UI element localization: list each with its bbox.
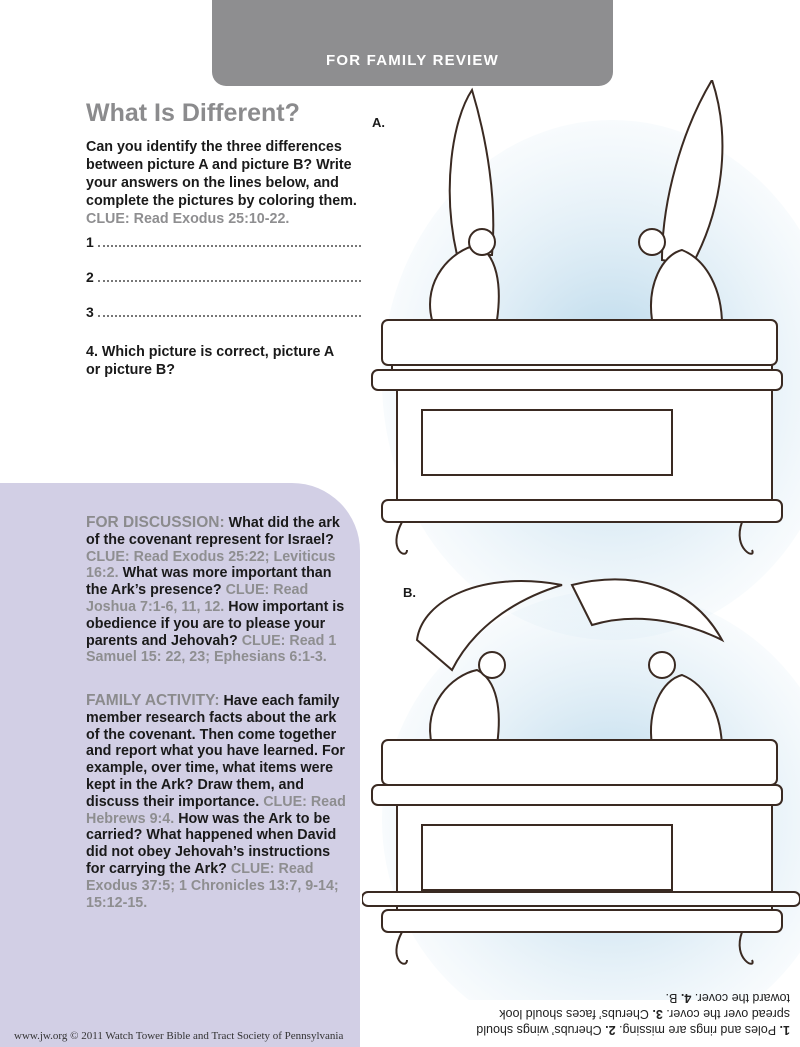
answer-line-2[interactable] <box>86 269 361 285</box>
discussion-text: What was more important than the Ark’s presence? <box>86 565 332 599</box>
discussion-clue: CLUE: Read 1 Samuel 15: 22, 23; Ephesians 6:1-3. <box>86 632 337 666</box>
ark-lid <box>382 320 777 365</box>
for-discussion <box>86 515 346 666</box>
picture-a-label: A. <box>372 115 385 130</box>
ark-foot <box>396 932 407 964</box>
discussion-clue: CLUE: Read Exodus 25:22; Leviticus 16:2. <box>86 548 336 582</box>
ark-base <box>382 500 782 522</box>
dotted-line <box>98 280 361 282</box>
intro-clue: CLUE: Read Exodus 25:10-22. <box>86 211 290 227</box>
ark-panel <box>422 410 672 475</box>
picture-b-label: B. <box>403 585 416 600</box>
activity-heading: FAMILY ACTIVITY: <box>86 692 220 709</box>
family-activity <box>86 693 348 911</box>
activity-text: Have each family member research facts about the ark of the covenant. Then come together and report what you have learned. For example, over time, what items were kept in the Ark? Draw them, and discuss their importance. <box>86 693 345 810</box>
puzzle-title: What Is Different? <box>86 99 300 127</box>
answer-number: 2. <box>605 1023 616 1037</box>
answer-line-number: 1 <box>86 234 94 250</box>
activity-clue: CLUE: Read Hebrews 9:4. <box>86 793 346 827</box>
puzzle-intro <box>86 138 371 228</box>
discussion-text: What did the ark of the covenant represent for Israel? <box>86 515 340 548</box>
answer-text: Cherubs’ wings should spread over the cover. <box>476 1007 790 1037</box>
q4-text: Which picture is correct, picture A or picture B? <box>86 344 334 378</box>
cherub-head <box>469 229 495 255</box>
answer-number: 1. <box>779 1023 790 1037</box>
header-tab <box>212 0 613 86</box>
discussion-clue: CLUE: Read Joshua 7:1-6, 11, 12. <box>86 582 309 615</box>
answer-text: Poles and rings are missing. <box>619 1023 777 1037</box>
answer-line-number: 3 <box>86 304 94 320</box>
answer-number: 3. <box>652 1007 663 1021</box>
ark-rim <box>372 785 782 805</box>
header-tab-label: FOR FAMILY REVIEW <box>326 52 499 69</box>
copyright-footer: www.jw.org © 2011 Watch Tower Bible and Tract Society of Pennsylvania <box>14 1030 344 1042</box>
answer-text: B. <box>665 991 678 1005</box>
ark-lid <box>382 740 777 785</box>
answer-number: 4. <box>680 991 692 1005</box>
ark-foot <box>396 522 407 554</box>
dotted-line <box>98 315 361 317</box>
carrying-pole <box>362 892 800 906</box>
q4-number: 4. <box>86 344 98 360</box>
discussion-text: How important is obedience if you are to please your parents and Jehovah? <box>86 598 345 649</box>
answer-line-number: 2 <box>86 269 94 285</box>
activity-text: How was the Ark to be carried? What happened when David did not obey Jehovah’s instructions for carrying the Ark? <box>86 810 337 877</box>
upside-down-answers <box>470 990 790 1038</box>
cherub-head <box>649 652 675 678</box>
ark-base <box>382 910 782 932</box>
question-4 <box>86 343 346 379</box>
cherub-head <box>479 652 505 678</box>
intro-text: Can you identify the three differences between picture A and picture B? Write your answers on the lines below, and complete the pictures by coloring them. <box>86 139 357 209</box>
ark-panel <box>422 825 672 890</box>
answer-line-3[interactable] <box>86 304 361 320</box>
answer-text: Cherubs’ faces should look toward the cover. <box>499 991 790 1021</box>
cherub-head <box>639 229 665 255</box>
ark-illustrations <box>362 80 800 1000</box>
discussion-heading: FOR DISCUSSION: <box>86 514 225 531</box>
activity-clue: CLUE: Read Exodus 37:5; 1 Chronicles 13:7, 9-14; 15:12-15. <box>86 860 339 911</box>
ark-rim <box>372 370 782 390</box>
answer-line-1[interactable] <box>86 234 361 250</box>
dotted-line <box>98 245 361 247</box>
